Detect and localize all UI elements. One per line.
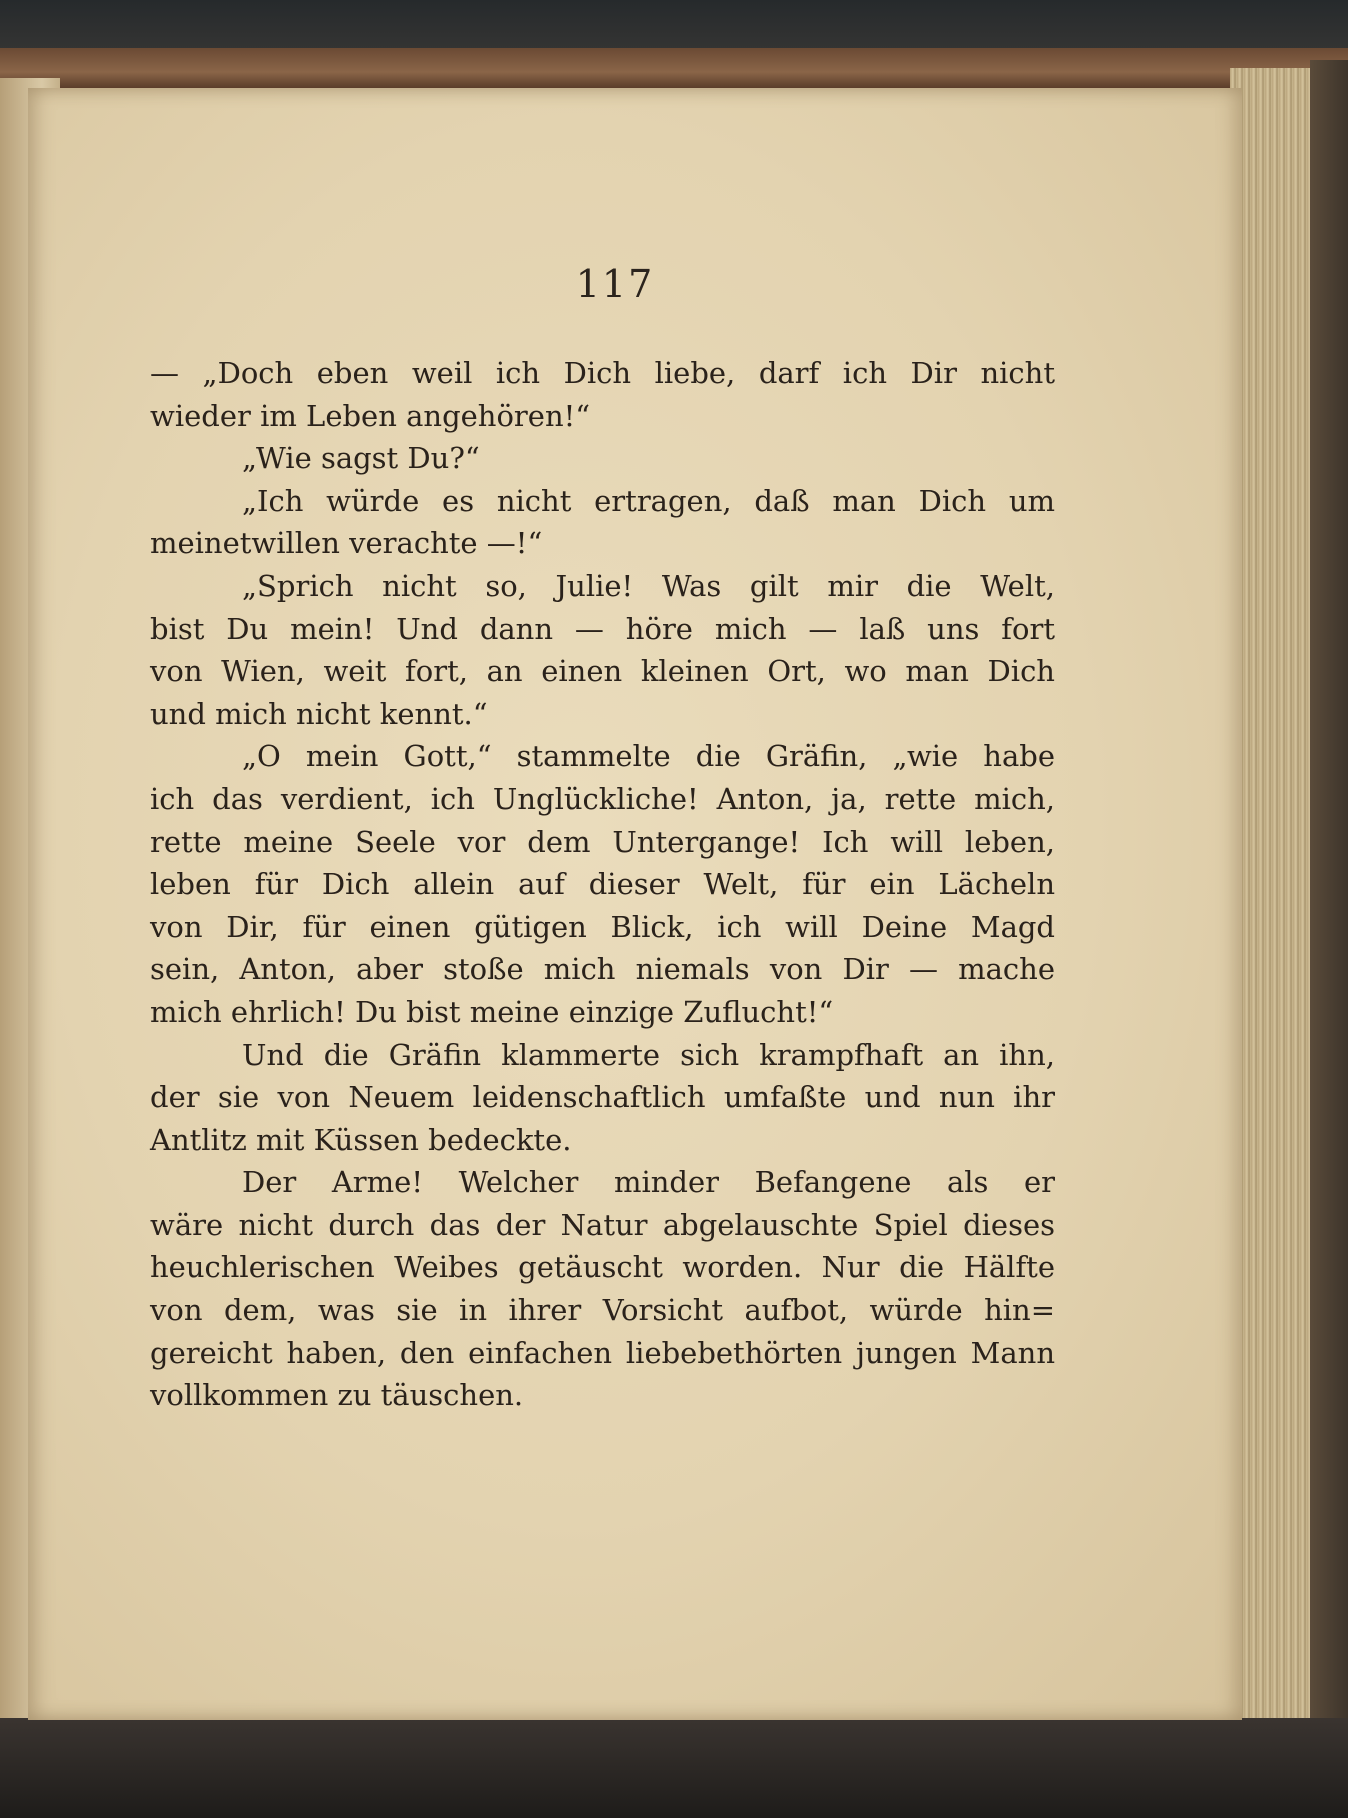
text-line: „Sprich nicht so, Julie! Was gilt mir die Welt, <box>242 568 1055 603</box>
page-text <box>150 352 1055 1417</box>
text-line: rette meine Seele vor dem Untergange! Ich will leben, <box>150 824 1055 859</box>
text-line: — „Doch eben weil ich Dich liebe, darf ich Dir nicht <box>150 356 1055 390</box>
text-line: von Wien, weit fort, an einen kleinen Ort, wo man Dich <box>150 654 1055 689</box>
book-cover-edge <box>1310 60 1348 1750</box>
text-line: von dem, was sie in ihrer Vorsicht aufbot, würde hin= <box>150 1293 1055 1328</box>
text-line: und mich nicht kennt.“ <box>150 696 488 731</box>
text-line: der sie von Neuem leidenschaftlich umfaßte und nun ihr <box>150 1080 1055 1115</box>
text-line: leben für Dich allein auf dieser Welt, für ein Lächeln <box>150 867 1055 902</box>
text-line: gereicht haben, den einfachen liebebethörten jungen Mann <box>150 1335 1055 1370</box>
text-line: sein, Anton, aber stoße mich niemals von Dir — mache <box>150 952 1055 987</box>
page-number: 117 <box>575 262 655 306</box>
text-line: wieder im Leben angehören!“ <box>150 398 591 433</box>
background-bottom <box>0 1718 1348 1818</box>
text-line: „Ich würde es nicht ertragen, daß man Dich um <box>242 483 1055 518</box>
text-line: mich ehrlich! Du bist meine einzige Zuflucht!“ <box>150 994 834 1029</box>
text-line: meinetwillen verachte —!“ <box>150 526 543 561</box>
text-line: heuchlerischen Weibes getäuscht worden. Nur die Hälfte <box>150 1250 1055 1285</box>
text-line: bist Du mein! Und dann — höre mich — laß uns fort <box>150 611 1055 646</box>
text-line: „Wie sagst Du?“ <box>242 441 480 476</box>
text-line: ich das verdient, ich Unglückliche! Anton, ja, rette mich, <box>150 781 1055 816</box>
text-line: von Dir, für einen gütigen Blick, ich will Deine Magd <box>150 909 1055 944</box>
text-line: „O mein Gott,“ stammelte die Gräfin, „wie habe <box>242 739 1055 774</box>
text-line: vollkommen zu täuschen. <box>150 1378 524 1413</box>
book-spine-edge <box>0 48 1348 88</box>
text-line: Der Arme! Welcher minder Befangene als er <box>242 1165 1055 1200</box>
text-line: Und die Gräfin klammerte sich krampfhaft an ihn, <box>242 1037 1055 1072</box>
text-line: Antlitz mit Küssen bedeckte. <box>150 1122 572 1157</box>
text-line: wäre nicht durch das der Natur abgelauschte Spiel dieses <box>150 1207 1055 1242</box>
